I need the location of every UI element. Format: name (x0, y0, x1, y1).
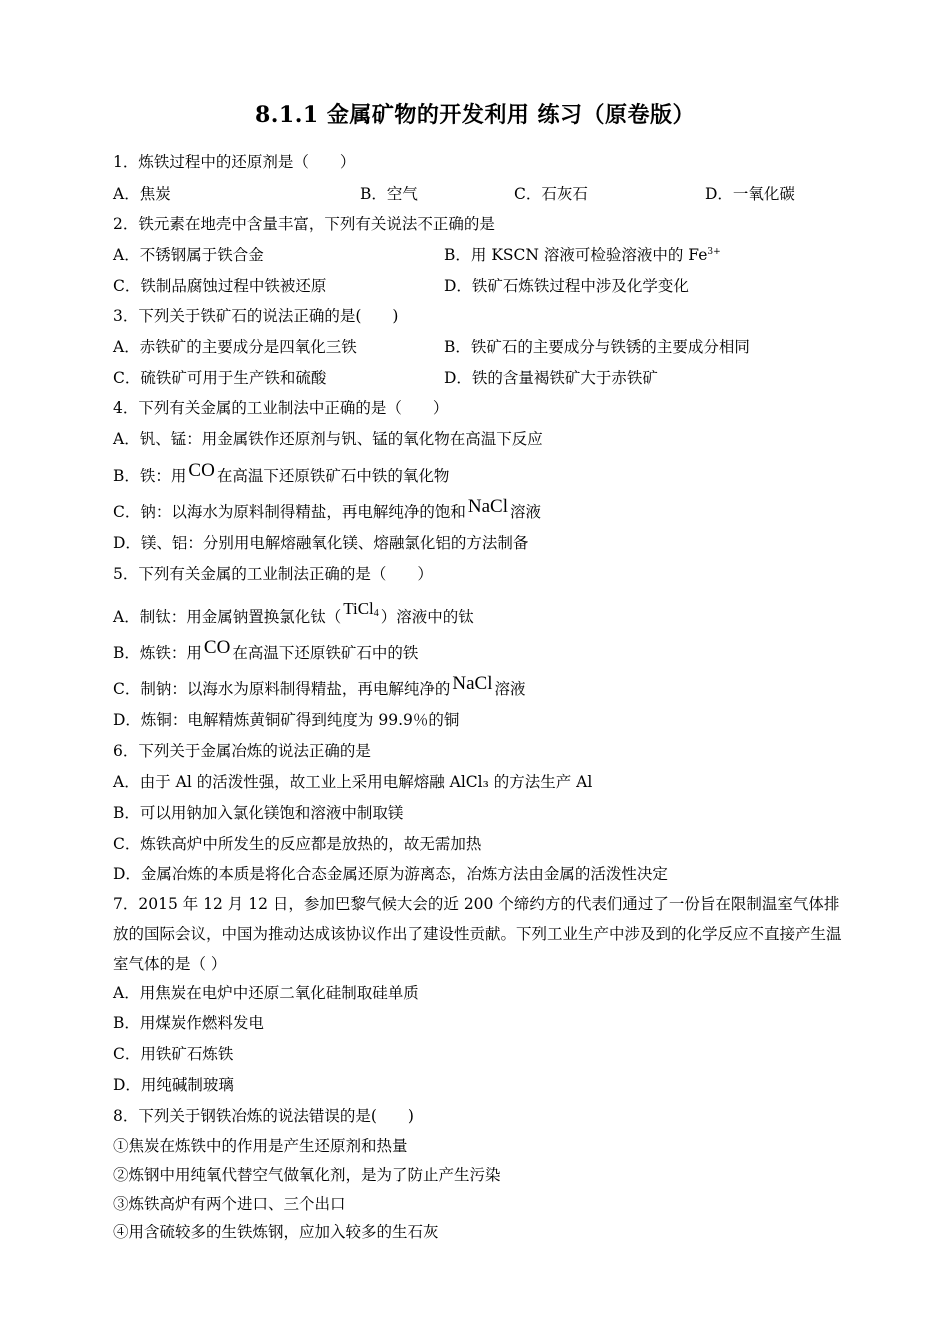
nacl-formula: NaCl (467, 496, 508, 517)
question-3-option-d: D．铁的含量褐铁矿大于赤铁矿 (444, 369, 658, 387)
question-1-option-b: B．空气 (360, 185, 418, 203)
question-8-stem: 8．下列关于钢铁冶炼的说法错误的是( ) (113, 1107, 414, 1125)
ticl4-formula (341, 599, 381, 618)
question-5-option-c (113, 673, 526, 699)
question-6-option-b: B．可以用钠加入氯化镁饱和溶液中制取镁 (113, 804, 404, 822)
question-4-stem: 4．下列有关金属的工业制法中正确的是（ ） (113, 399, 449, 417)
question-5-option-b-pre: B．炼铁：用 (113, 644, 202, 662)
question-8-item-4: ④用含硫较多的生铁炼钢，应加入较多的生石灰 (113, 1223, 439, 1241)
question-5-option-d: D．炼铜：电解精炼黄铜矿得到纯度为 99.9％的铜 (113, 711, 460, 729)
question-5-option-b-post: 在高温下还原铁矿石中的铁 (232, 644, 419, 662)
question-4-option-d: D．镁、铝：分别用电解熔融氧化镁、熔融氯化铝的方法制备 (113, 534, 529, 552)
question-5-option-c-pre: C．制钠：以海水为原料制得精盐，再电解纯净的 (113, 680, 451, 698)
question-5-option-a-pre: A．制钛：用金属钠置换氯化钛（ (113, 608, 342, 626)
question-7-option-b: B．用煤炭作燃料发电 (113, 1014, 264, 1032)
question-1-option-a: A．焦炭 (113, 185, 171, 203)
question-8-item-1: ①焦炭在炼铁中的作用是产生还原剂和热量 (113, 1137, 408, 1155)
ticl4-formula-main: TiCl (343, 599, 374, 618)
question-3-option-a: A．赤铁矿的主要成分是四氧化三铁 (113, 338, 357, 356)
question-5-option-b (113, 637, 419, 663)
question-2-option-b-superscript: 3+ (707, 247, 721, 257)
question-4-option-c-pre: C．钠：以海水为原料制得精盐，再电解纯净的饱和 (113, 503, 466, 521)
question-6-option-d: D．金属冶炼的本质是将化合态金属还原为游离态，冶炼方法由金属的活泼性决定 (113, 865, 668, 883)
question-2-option-b-text: B．用 KSCN 溶液可检验溶液中的 Fe (444, 246, 708, 264)
question-7-option-d: D．用纯碱制玻璃 (113, 1076, 234, 1094)
question-5-option-a (113, 599, 474, 632)
question-5-option-c-post: 溶液 (494, 680, 526, 698)
question-5-stem: 5．下列有关金属的工业制法正确的是（ ） (113, 565, 433, 583)
question-3-option-c: C．硫铁矿可用于生产铁和硫酸 (113, 369, 327, 387)
question-4-option-a: A．钒、锰：用金属铁作还原剂与钒、锰的氧化物在高温下反应 (113, 430, 543, 448)
question-4-option-c (113, 496, 541, 522)
question-2-option-d: D．铁矿石炼铁过程中涉及化学变化 (444, 277, 689, 295)
page-title: 8.1.1 金属矿物的开发利用 练习（原卷版） (254, 102, 696, 128)
co-formula: CO (203, 637, 231, 658)
question-8-item-3: ③炼铁高炉有两个进口、三个出口 (113, 1195, 346, 1213)
question-6-option-c: C．炼铁高炉中所发生的反应都是放热的，故无需加热 (113, 835, 482, 853)
question-4-option-b-pre: B．铁：用 (113, 467, 187, 485)
question-5-option-a-post: ）溶液中的钛 (380, 608, 474, 626)
question-3-stem: 3．下列关于铁矿石的说法正确的是( ) (113, 307, 399, 325)
ticl4-formula-subscript: 4 (373, 608, 379, 619)
question-2-stem: 2．铁元素在地壳中含量丰富，下列有关说法不正确的是 (113, 215, 495, 233)
question-4-option-b (113, 460, 450, 486)
question-1-stem: 1．炼铁过程中的还原剂是（ ） (113, 153, 356, 171)
co-formula: CO (188, 460, 215, 481)
question-7-stem: 7．2015 年 12 月 12 日，参加巴黎气候大会的近 200 个缔约方的代表们通过了一份旨在限制温室气体排放的国际会议，中国为推动达成该协议作出了建设性贡献。下列工业生产中涉及到的化学反应不直接产生温室气体的是（ ） (113, 895, 842, 973)
question-3-option-b: B．铁矿石的主要成分与铁锈的主要成分相同 (444, 338, 750, 356)
question-4-option-b-post: 在高温下还原铁矿石中铁的氧化物 (216, 467, 450, 485)
nacl-formula: NaCl (452, 673, 493, 694)
question-2-option-c: C．铁制品腐蚀过程中铁被还原 (113, 277, 327, 295)
question-7-option-a: A．用焦炭在电炉中还原二氧化硅制取硅单质 (113, 984, 419, 1002)
question-4-option-c-post: 溶液 (509, 503, 541, 521)
question-1-option-c: C．石灰石 (514, 185, 588, 203)
question-8-item-2: ②炼钢中用纯氧代替空气做氧化剂，是为了防止产生污染 (113, 1166, 501, 1184)
question-2-option-b (444, 245, 721, 265)
question-1-option-d: D．一氧化碳 (705, 185, 795, 203)
question-6-option-a: A．由于 Al 的活泼性强，故工业上采用电解熔融 AlCl₃ 的方法生产 Al (113, 773, 593, 791)
question-2-option-a: A．不锈钢属于铁合金 (113, 246, 264, 264)
question-7-option-c: C．用铁矿石炼铁 (113, 1045, 234, 1063)
question-6-stem: 6．下列关于金属冶炼的说法正确的是 (113, 742, 371, 760)
